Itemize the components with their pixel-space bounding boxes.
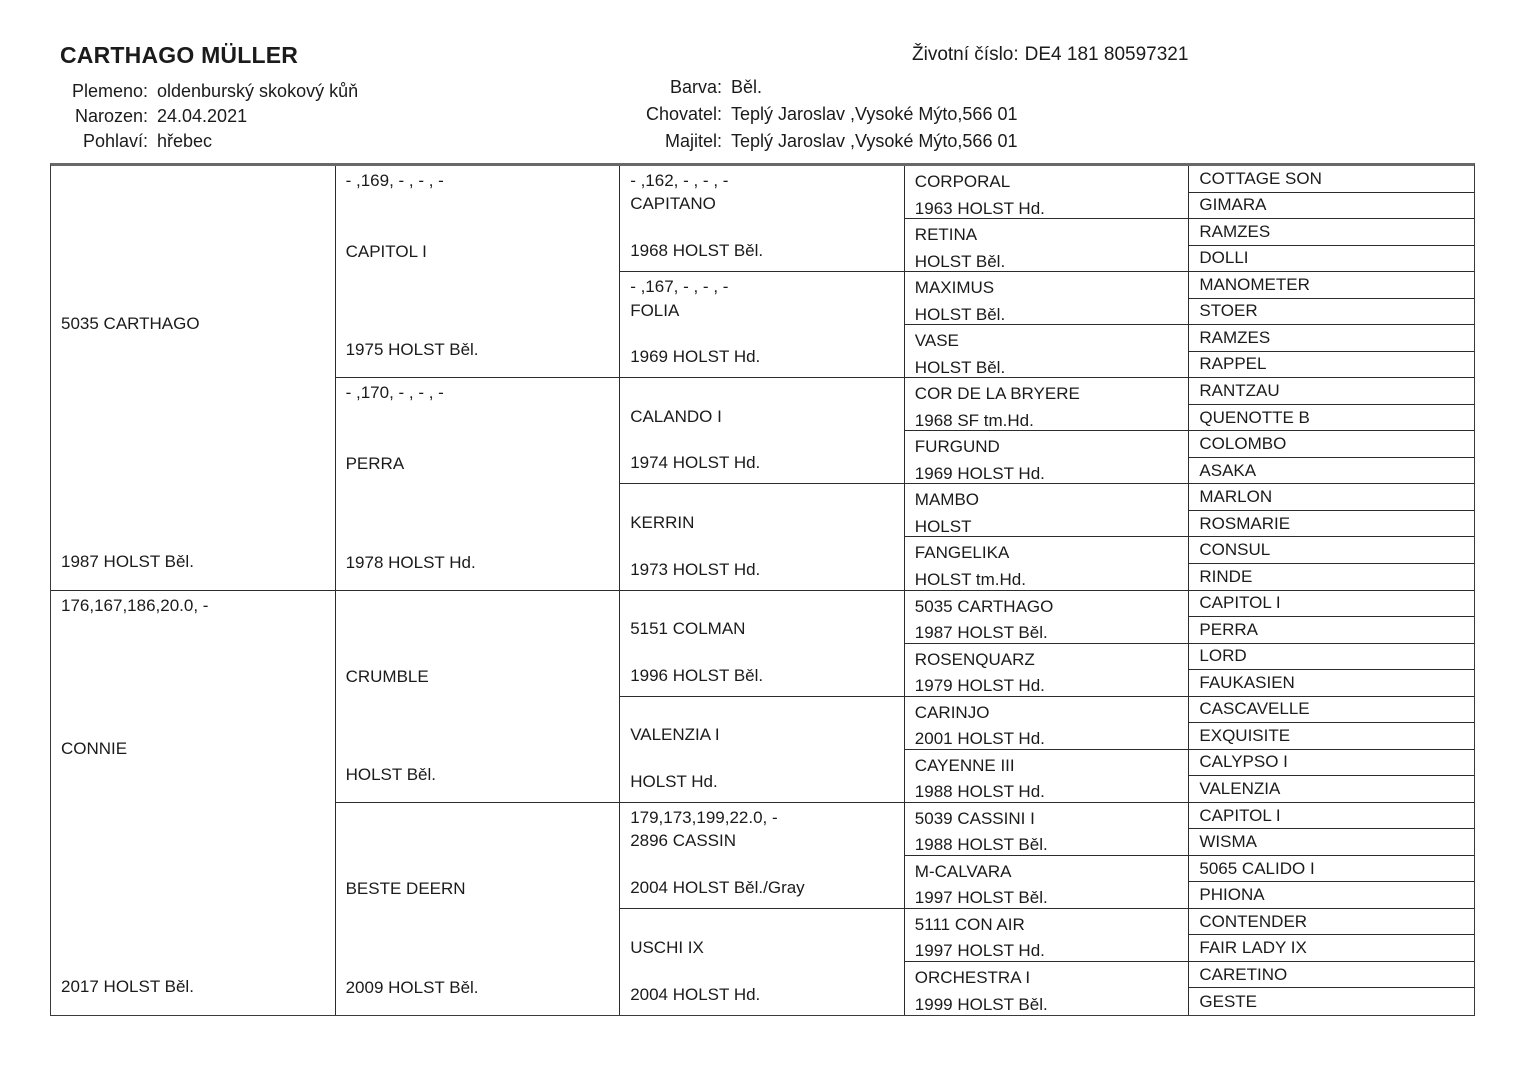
horse-details: 1973 HOLST Hd. [630, 559, 761, 579]
pedigree-cell-gen5-pos13 [1189, 484, 1474, 511]
pedigree-cell-gen5-pos29 [1189, 909, 1474, 936]
horse-name: 5065 CALIDO I [1199, 858, 1315, 878]
pedigree-cell-gen5-pos25 [1189, 803, 1474, 830]
field-value-majitel: Teplý Jaroslav ,Vysoké Mýto,566 01 [731, 131, 1018, 151]
pedigree-cell-gen5-pos26 [1189, 829, 1474, 856]
horse-name: ASAKA [1199, 460, 1257, 480]
field-label-plemeno: Plemeno: [71, 81, 148, 101]
pedigree-cell-gen5-pos30 [1189, 935, 1474, 962]
pedigree-cell-gen5-pos18 [1189, 617, 1474, 644]
horse-details: HOLST Běl. [345, 764, 436, 784]
ratings-line: - ,170, - , - , - [345, 383, 444, 403]
horse-name: BESTE DEERN [345, 879, 466, 899]
pedigree-cell-gen4-pos8 [905, 537, 1190, 590]
pedigree-cell-gen3-pos7 [620, 803, 905, 909]
pedigree-cell-gen5-pos16 [1189, 564, 1474, 591]
pedigree-cell-gen5-pos11 [1189, 431, 1474, 458]
horse-name: COLOMBO [1199, 434, 1287, 454]
horse-name: RAMZES [1199, 327, 1271, 347]
horse-name: MAXIMUS [914, 278, 995, 298]
horse-details: HOLST Běl. [914, 251, 1006, 271]
horse-details: 1987 HOLST Běl. [914, 623, 1048, 643]
pedigree-cell-gen4-pos12 [905, 750, 1190, 803]
pedigree-cell-gen2-pos4 [336, 803, 621, 1015]
field-value-barva: Běl. [731, 77, 763, 97]
horse-name: RAPPEL [1199, 354, 1267, 374]
horse-name: PERRA [1199, 619, 1258, 639]
horse-name: EXQUISITE [1199, 725, 1291, 745]
horse-name: CAPITANO [630, 194, 716, 214]
field-label-barva: Barva: [669, 77, 722, 97]
horse-name: 5151 COLMAN [630, 618, 746, 638]
pedigree-cell-gen5-pos9 [1189, 378, 1474, 405]
ratings-line: - ,169, - , - , - [345, 171, 444, 190]
ratings-line: 179,173,199,22.0, - [630, 807, 778, 827]
pedigree-table [50, 163, 1475, 1016]
pedigree-cell-gen5-pos2 [1189, 193, 1474, 220]
pedigree-cell-gen3-pos8 [620, 909, 905, 1015]
pedigree-cell-gen5-pos22 [1189, 723, 1474, 750]
pedigree-cell-gen1-pos1 [51, 166, 336, 591]
horse-details: 1996 HOLST Běl. [630, 665, 764, 685]
pedigree-cell-gen3-pos4 [620, 484, 905, 590]
horse-name: FURGUND [914, 437, 1000, 457]
pedigree-cell-gen5-pos6 [1189, 299, 1474, 326]
horse-details: 2017 HOLST Běl. [61, 977, 194, 996]
horse-name: COTTAGE SON [1199, 168, 1322, 188]
horse-details: 1997 HOLST Hd. [914, 941, 1045, 961]
pedigree-cell-gen4-pos14 [905, 856, 1190, 909]
field-label-chovatel: Chovatel: [645, 104, 722, 124]
pedigree-cell-gen5-pos28 [1189, 882, 1474, 909]
horse-details: HOLST Běl. [914, 357, 1006, 377]
pedigree-cell-gen5-pos32 [1189, 988, 1474, 1015]
horse-name: 2896 CASSIN [630, 831, 737, 851]
pedigree-cell-gen5-pos17 [1189, 591, 1474, 618]
horse-name: VASE [914, 331, 959, 351]
field-value-pohlavi: hřebec [157, 131, 213, 151]
horse-info-right [520, 74, 1017, 155]
horse-details: 1999 HOLST Běl. [914, 994, 1048, 1014]
pedigree-cell-gen5-pos4 [1189, 246, 1474, 273]
horse-name: STOER [1199, 301, 1258, 321]
horse-name: MANOMETER [1199, 274, 1310, 294]
field-value-plemeno: oldenburský skokový kůň [157, 81, 359, 101]
pedigree-cell-gen5-pos20 [1189, 670, 1474, 697]
pedigree-cell-gen2-pos3 [336, 591, 621, 803]
horse-name: FAIR LADY IX [1199, 938, 1307, 958]
horse-details: HOLST tm.Hd. [914, 570, 1026, 590]
horse-name: LORD [1199, 646, 1247, 666]
horse-name: RINDE [1199, 566, 1253, 586]
horse-name: CAPITOL I [1199, 593, 1281, 613]
pedigree-cell-gen5-pos5 [1189, 272, 1474, 299]
pedigree-cell-gen5-pos21 [1189, 697, 1474, 724]
horse-name: M-CALVARA [914, 861, 1012, 881]
pedigree-cell-gen4-pos3 [905, 272, 1190, 325]
horse-details: HOLST Hd. [630, 771, 718, 791]
life-number-label: Životní číslo: [912, 44, 1019, 65]
horse-details: 1975 HOLST Běl. [345, 340, 479, 360]
pedigree-cell-gen4-pos13 [905, 803, 1190, 856]
pedigree-cell-gen5-pos23 [1189, 750, 1474, 777]
horse-name: 5111 CON AIR [914, 914, 1025, 934]
horse-name: USCHI IX [630, 937, 704, 957]
horse-details: 2004 HOLST Hd. [630, 985, 761, 1004]
pedigree-cell-gen4-pos9 [905, 591, 1190, 644]
pedigree-cell-gen5-pos1 [1189, 166, 1474, 193]
horse-name: CONSUL [1199, 540, 1271, 560]
horse-details: 2004 HOLST Běl./Gray [630, 877, 805, 897]
pedigree-cell-gen1-pos2 [51, 591, 336, 1016]
horse-details: HOLST Běl. [914, 304, 1006, 324]
horse-name: CARETINO [1199, 964, 1288, 984]
horse-name: CAPITOL I [345, 242, 427, 262]
pedigree-cell-gen4-pos15 [905, 909, 1190, 962]
horse-name: RETINA [914, 225, 978, 245]
horse-details: 1978 HOLST Hd. [345, 552, 476, 572]
field-label-narozen: Narozen: [74, 106, 148, 126]
pedigree-cell-gen3-pos3 [620, 378, 905, 484]
horse-details: 1979 HOLST Hd. [914, 676, 1045, 696]
horse-name: CORPORAL [914, 172, 1011, 191]
horse-details: 1968 SF tm.Hd. [914, 410, 1034, 430]
horse-info-left [50, 79, 358, 154]
horse-details: 1969 HOLST Hd. [630, 347, 761, 367]
horse-name: ORCHESTRA I [914, 967, 1031, 987]
pedigree-cell-gen2-pos1 [336, 166, 621, 378]
pedigree-cell-gen4-pos10 [905, 644, 1190, 697]
pedigree-cell-gen4-pos16 [905, 962, 1190, 1015]
horse-name: VALENZIA [1199, 778, 1281, 798]
horse-name: ROSENQUARZ [914, 649, 1035, 669]
horse-details: 1969 HOLST Hd. [914, 463, 1045, 483]
horse-details: 1987 HOLST Běl. [61, 551, 194, 571]
horse-name: GESTE [1199, 991, 1258, 1011]
horse-name: CONNIE [61, 739, 128, 759]
field-value-narozen: 24.04.2021 [157, 106, 248, 126]
pedigree-cell-gen4-pos6 [905, 431, 1190, 484]
pedigree-cell-gen3-pos2 [620, 272, 905, 378]
pedigree-cell-gen4-pos1 [905, 166, 1190, 219]
horse-details: 2001 HOLST Hd. [914, 729, 1045, 749]
horse-name: MAMBO [914, 490, 980, 510]
horse-details: HOLST [914, 516, 972, 536]
horse-name: CALYPSO I [1199, 752, 1288, 772]
horse-name: RAMZES [1199, 221, 1271, 241]
field-value-chovatel: Teplý Jaroslav ,Vysoké Mýto,566 01 [731, 104, 1018, 124]
horse-details: 1963 HOLST Hd. [914, 198, 1045, 218]
ratings-line: - ,167, - , - , - [630, 277, 729, 297]
pedigree-cell-gen4-pos11 [905, 697, 1190, 750]
horse-name: FAUKASIEN [1199, 672, 1295, 692]
ratings-line: - ,162, - , - , - [630, 171, 729, 190]
pedigree-cell-gen4-pos2 [905, 219, 1190, 272]
horse-name: WISMA [1199, 832, 1257, 852]
horse-name: KERRIN [630, 512, 695, 532]
horse-details: 1974 HOLST Hd. [630, 453, 761, 473]
horse-name: CALANDO I [630, 406, 722, 426]
horse-details: 1997 HOLST Běl. [914, 888, 1048, 908]
horse-name-title: CARTHAGO MÜLLER [60, 42, 299, 68]
horse-details: 1988 HOLST Hd. [914, 782, 1045, 802]
pedigree-cell-gen5-pos8 [1189, 352, 1474, 379]
horse-name: ROSMARIE [1199, 513, 1291, 533]
pedigree-cell-gen3-pos5 [620, 591, 905, 697]
pedigree-cell-gen5-pos15 [1189, 537, 1474, 564]
field-label-pohlavi: Pohlaví: [82, 131, 148, 151]
horse-name: MARLON [1199, 487, 1273, 507]
horse-name: CAYENNE III [914, 755, 1015, 775]
horse-name: CARINJO [914, 702, 990, 722]
pedigree-cell-gen5-pos7 [1189, 325, 1474, 352]
field-label-majitel: Majitel: [664, 131, 722, 151]
horse-details: 1968 HOLST Běl. [630, 241, 764, 261]
pedigree-cell-gen5-pos14 [1189, 511, 1474, 538]
pedigree-cell-gen4-pos4 [905, 325, 1190, 378]
life-number [912, 44, 1188, 66]
horse-name: 5039 CASSINI I [914, 808, 1035, 828]
horse-name: PHIONA [1199, 885, 1265, 905]
pedigree-cell-gen5-pos24 [1189, 776, 1474, 803]
pedigree-cell-gen5-pos12 [1189, 458, 1474, 485]
pedigree-cell-gen5-pos19 [1189, 644, 1474, 671]
ratings-line: 176,167,186,20.0, - [61, 595, 209, 615]
horse-name: CASCAVELLE [1199, 699, 1310, 719]
horse-name: 5035 CARTHAGO [61, 314, 200, 334]
horse-name: COR DE LA BRYERE [914, 384, 1080, 404]
pedigree-cell-gen2-pos2 [336, 378, 621, 590]
horse-details: 1988 HOLST Běl. [914, 835, 1048, 855]
horse-name: CONTENDER [1199, 911, 1308, 931]
pedigree-cell-gen5-pos27 [1189, 856, 1474, 883]
pedigree-cell-gen5-pos10 [1189, 405, 1474, 432]
horse-name: GIMARA [1199, 195, 1267, 215]
pedigree-cell-gen3-pos6 [620, 697, 905, 803]
horse-name: CRUMBLE [345, 666, 429, 686]
horse-name: RANTZAU [1199, 381, 1280, 401]
horse-name: CAPITOL I [1199, 805, 1281, 825]
horse-name: PERRA [345, 454, 405, 474]
horse-name: 5035 CARTHAGO [914, 596, 1054, 616]
horse-name: FOLIA [630, 300, 680, 320]
pedigree-cell-gen4-pos5 [905, 378, 1190, 431]
horse-name: FANGELIKA [914, 543, 1010, 563]
pedigree-cell-gen4-pos7 [905, 484, 1190, 537]
pedigree-cell-gen5-pos31 [1189, 962, 1474, 989]
life-number-value: DE4 181 80597321 [1024, 44, 1189, 65]
pedigree-cell-gen3-pos1 [620, 166, 905, 272]
horse-details: 2009 HOLST Běl. [345, 978, 479, 997]
horse-name: VALENZIA I [630, 725, 720, 744]
horse-name: QUENOTTE B [1199, 407, 1310, 427]
horse-name: DOLLI [1199, 248, 1249, 268]
pedigree-cell-gen5-pos3 [1189, 219, 1474, 246]
